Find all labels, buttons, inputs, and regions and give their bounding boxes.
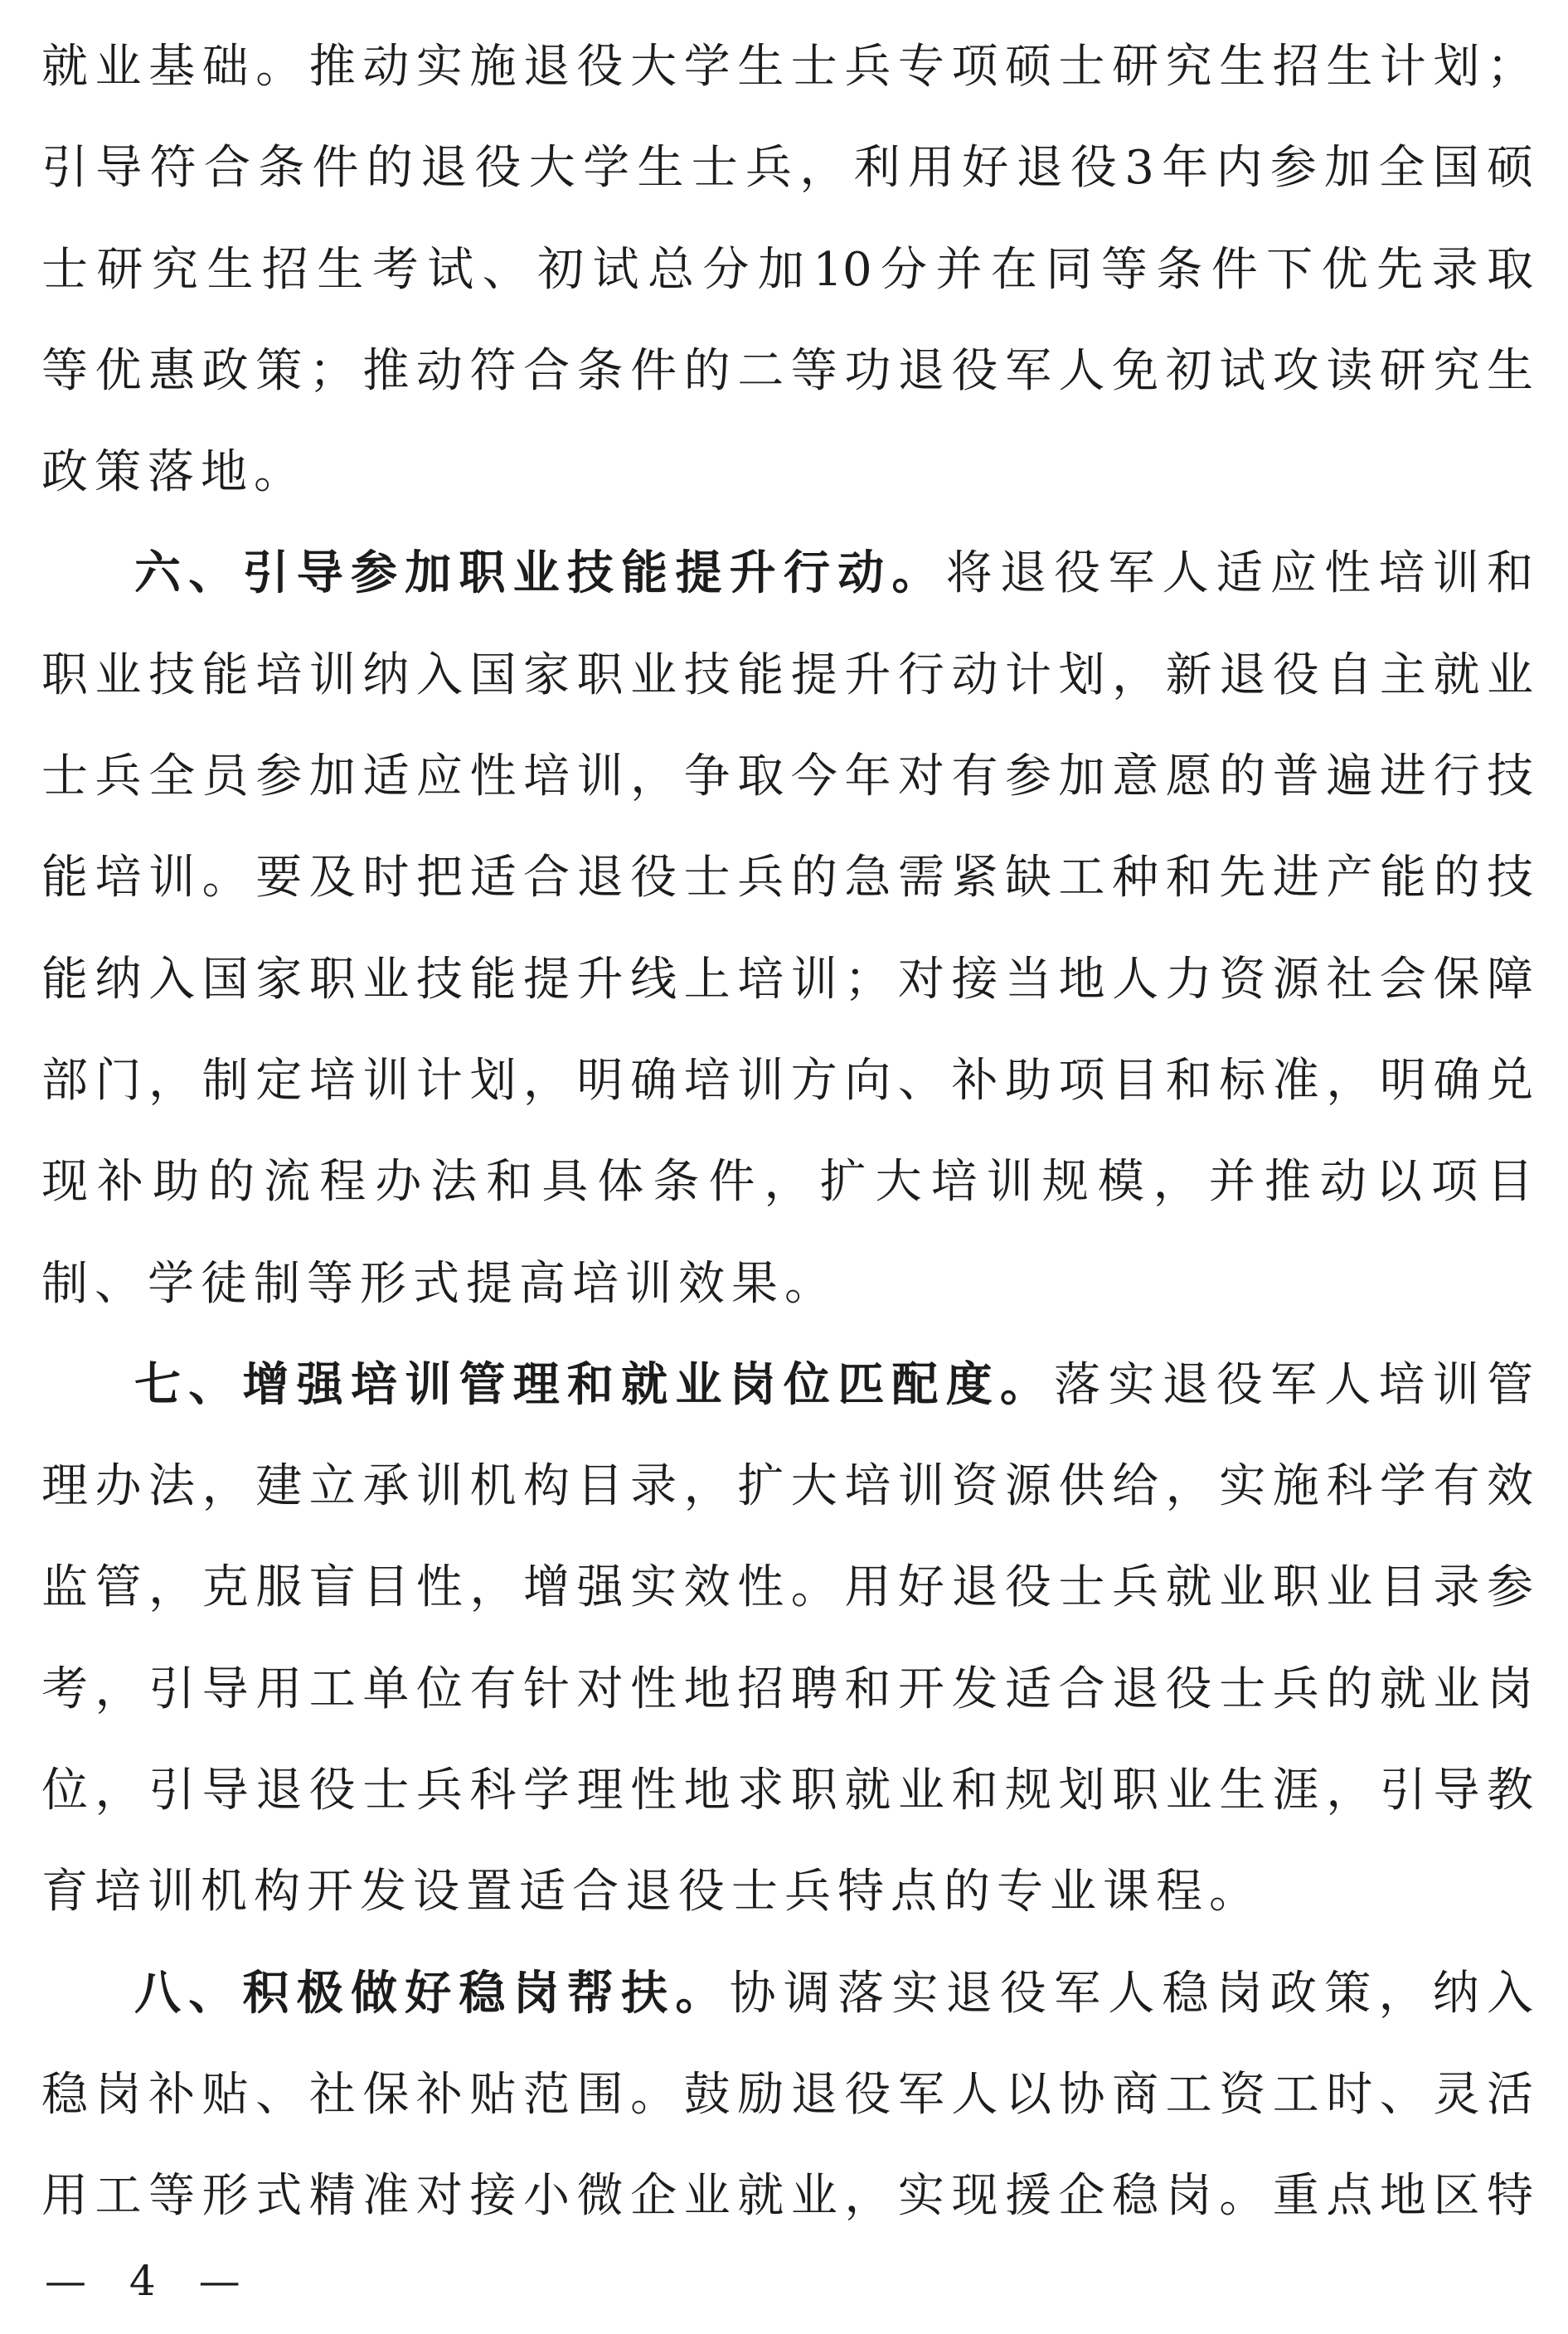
page-number: — 4 — [45, 2257, 255, 2305]
text-line [41, 827, 1533, 929]
document-body [41, 17, 1533, 2248]
text-line [41, 1132, 1533, 1233]
text-line [41, 1639, 1533, 1740]
text-line [41, 1841, 1533, 1943]
line-text: 职业技能培训纳入国家职业技能提升行动计划，新退役自主就业 [41, 648, 1533, 702]
text-line [41, 625, 1533, 726]
text-line [41, 1943, 1533, 2045]
text-line [41, 17, 1533, 118]
line-text: 就业基础。推动实施退役大学生士兵专项硕士研究生招生计划； [41, 40, 1533, 94]
line-text: 落实退役军人培训管 [1054, 1357, 1533, 1412]
text-line [41, 1436, 1533, 1537]
line-text: 能培训。要及时把适合退役士兵的急需紧缺工种和先进产能的技 [41, 851, 1533, 905]
line-text: 士研究生招生考试、初试总分加10分并在同等条件下优先录取 [41, 242, 1533, 297]
text-line [41, 726, 1533, 827]
line-text: 位，引导退役士兵科学理性地求职就业和规划职业生涯，引导教 [41, 1764, 1533, 1818]
line-text: 稳岗补贴、社保补贴范围。鼓励退役军人以协商工资工时、灵活 [41, 2067, 1533, 2122]
text-line [41, 321, 1533, 422]
line-text: 部门，制定培训计划，明确培训方向、补助项目和标准，明确兑 [41, 1053, 1533, 1108]
line-text: 育培训机构开发设置适合退役士兵特点的专业课程。 [41, 1865, 1262, 1919]
section-heading: 八、积极做好稳岗帮扶。 [134, 1966, 730, 2021]
text-line [41, 422, 1533, 523]
text-line [41, 2146, 1533, 2247]
text-line [41, 220, 1533, 321]
line-text: 制、学徒制等形式提高培训效果。 [41, 1256, 837, 1311]
line-text: 士兵全员参加适应性培训，争取今年对有参加意愿的普遍进行技 [41, 750, 1533, 804]
text-line [41, 523, 1533, 624]
text-line [41, 118, 1533, 219]
line-text: 政策落地。 [41, 445, 307, 500]
line-text: 现补助的流程办法和具体条件，扩大培训规模，并推动以项目 [41, 1155, 1533, 1210]
section-heading: 七、增强培训管理和就业岗位匹配度。 [134, 1357, 1055, 1412]
line-text: 能纳入国家职业技能提升线上培训；对接当地人力资源社会保障 [41, 952, 1533, 1007]
text-line [41, 929, 1533, 1031]
line-text: 将退役军人适应性培训和 [945, 546, 1533, 601]
text-line [41, 1335, 1533, 1436]
line-text: 监管，克服盲目性，增强实效性。用好退役士兵就业职业目录参 [41, 1560, 1533, 1615]
text-line [41, 1031, 1533, 1132]
line-text: 考，引导用工单位有针对性地招聘和开发适合退役士兵的就业岗 [41, 1662, 1533, 1716]
text-line [41, 1234, 1533, 1335]
line-text: 引导符合条件的退役大学生士兵，利用好退役3年内参加全国硕 [41, 141, 1533, 196]
line-text: 协调落实退役军人稳岗政策，纳入 [729, 1966, 1533, 2021]
text-line [41, 2045, 1533, 2146]
text-line [41, 1740, 1533, 1841]
line-text: 等优惠政策；推动符合条件的二等功退役军人免初试攻读研究生 [41, 343, 1533, 398]
line-text: 理办法，建立承训机构目录，扩大培训资源供给，实施科学有效 [41, 1459, 1533, 1514]
section-heading: 六、引导参加职业技能提升行动。 [134, 546, 946, 601]
text-line [41, 1537, 1533, 1638]
line-text: 用工等形式精准对接小微企业就业，实现援企稳岗。重点地区特 [41, 2169, 1533, 2224]
